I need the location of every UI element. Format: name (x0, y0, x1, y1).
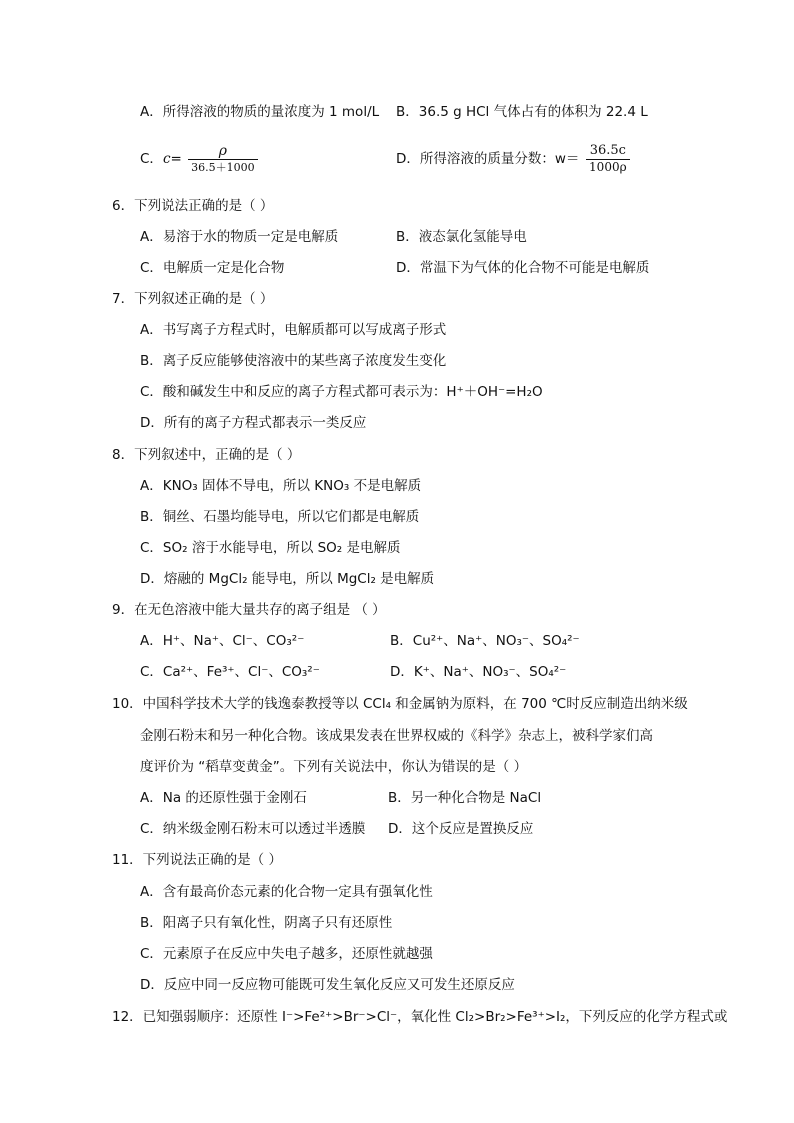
q5-option-b: B．36.5 g HCl 气体占有的体积为 22.4 L (396, 104, 648, 120)
q7-option-a: A．书写离子方程式时，电解质都可以写成离子形式 (140, 322, 447, 338)
q9-option-b: B．Cu²⁺、Na⁺、NO₃⁻、SO₄²⁻ (390, 633, 580, 649)
q5-option-d-numerator: 36.5c (589, 143, 626, 158)
q9-option-a: A．H⁺、Na⁺、Cl⁻、CO₃²⁻ (140, 633, 305, 649)
q11-option-b: B．阳离子只有氧化性，阴离子只有还原性 (140, 915, 393, 931)
q5-option-c-denominator: 36.5＋1000 (188, 159, 258, 175)
q5-option-c-numerator: ρ (218, 143, 227, 159)
q11-stem: 11．下列说法正确的是（ ） (112, 852, 282, 868)
q9-option-c: C．Ca²⁺、Fe³⁺、Cl⁻、CO₃²⁻ (140, 664, 320, 680)
q6-option-c: C．电解质一定是化合物 (140, 260, 285, 276)
q7-stem: 7．下列叙述正确的是（ ） (112, 291, 274, 307)
q8-stem: 8．下列叙述中，正确的是（ ） (112, 447, 301, 463)
q8-option-d: D．熔融的 MgCl₂ 能导电，所以 MgCl₂ 是电解质 (140, 571, 435, 587)
q5-option-d-fraction (586, 143, 630, 175)
q10-option-b: B．另一种化合物是 NaCl (388, 790, 542, 806)
q12-stem-line1: 12．已知强弱顺序：还原性 I⁻>Fe²⁺>Br⁻>Cl⁻，氧化性 Cl₂>Br₂>Fe³⁺>I₂，下列反应的化学方程式或 (112, 1009, 728, 1025)
q11-option-c: C．元素原子在反应中失电子越多，还原性就越强 (140, 946, 433, 962)
q5-option-c-eq: = (170, 151, 182, 167)
q5-option-d (396, 142, 632, 176)
q5-option-c-prefix: C． (140, 151, 163, 167)
q6-option-b: B．液态氯化氢能导电 (396, 229, 527, 245)
q6-option-d: D．常温下为气体的化合物不可能是电解质 (396, 260, 650, 276)
q8-option-a: A．KNO₃ 固体不导电，所以 KNO₃ 不是电解质 (140, 478, 422, 494)
q8-option-c: C．SO₂ 溶于水能导电，所以 SO₂ 是电解质 (140, 540, 401, 556)
q10-option-a: A．Na 的还原性强于金刚石 (140, 790, 307, 806)
q5-option-c-var: c (162, 151, 171, 167)
q10-option-d: D．这个反应是置换反应 (388, 821, 534, 837)
q11-option-a: A．含有最高价态元素的化合物一定具有强氧化性 (140, 884, 433, 900)
q7-option-c: C．酸和碱发生中和反应的离子方程式都可表示为：H⁺＋OH⁻=H₂O (140, 384, 543, 400)
q5-option-a: A．所得溶液的物质的量浓度为 1 mol/L (140, 104, 380, 120)
q5-option-c (140, 142, 260, 176)
q10-stem-line2: 金刚石粉末和另一种化合物。该成果发表在世界权威的《科学》杂志上，被科学家们高 (140, 728, 653, 744)
q10-option-c: C．纳米级金刚石粉末可以透过半透膜 (140, 821, 366, 837)
q8-option-b: B．铜丝、石墨均能导电，所以它们都是电解质 (140, 509, 420, 525)
q5-option-d-prefix: D．所得溶液的质量分数：w＝ (396, 151, 580, 167)
q9-stem: 9．在无色溶液中能大量共存的离子组是 （ ） (112, 602, 386, 618)
q9-option-d: D．K⁺、Na⁺、NO₃⁻、SO₄²⁻ (390, 664, 567, 680)
q7-option-d: D．所有的离子方程式都表示一类反应 (140, 415, 367, 431)
q5-option-d-denominator: 1000ρ (586, 159, 630, 175)
q5-option-c-fraction (188, 143, 258, 175)
q6-option-a: A．易溶于水的物质一定是电解质 (140, 229, 339, 245)
q10-stem-line3: 度评价为 “稻草变黄金”。下列有关说法中，你认为错误的是（ ） (140, 759, 528, 775)
q7-option-b: B．离子反应能够使溶液中的某些离子浓度发生变化 (140, 353, 447, 369)
q10-stem-line1: 10．中国科学技术大学的钱逸泰教授等以 CCl₄ 和金属钠为原料，在 700 ℃时反应制造出纳米级 (112, 696, 688, 712)
q11-option-d: D．反应中同一反应物可能既可发生氧化反应又可发生还原反应 (140, 977, 515, 993)
q6-stem: 6．下列说法正确的是（ ） (112, 198, 274, 214)
